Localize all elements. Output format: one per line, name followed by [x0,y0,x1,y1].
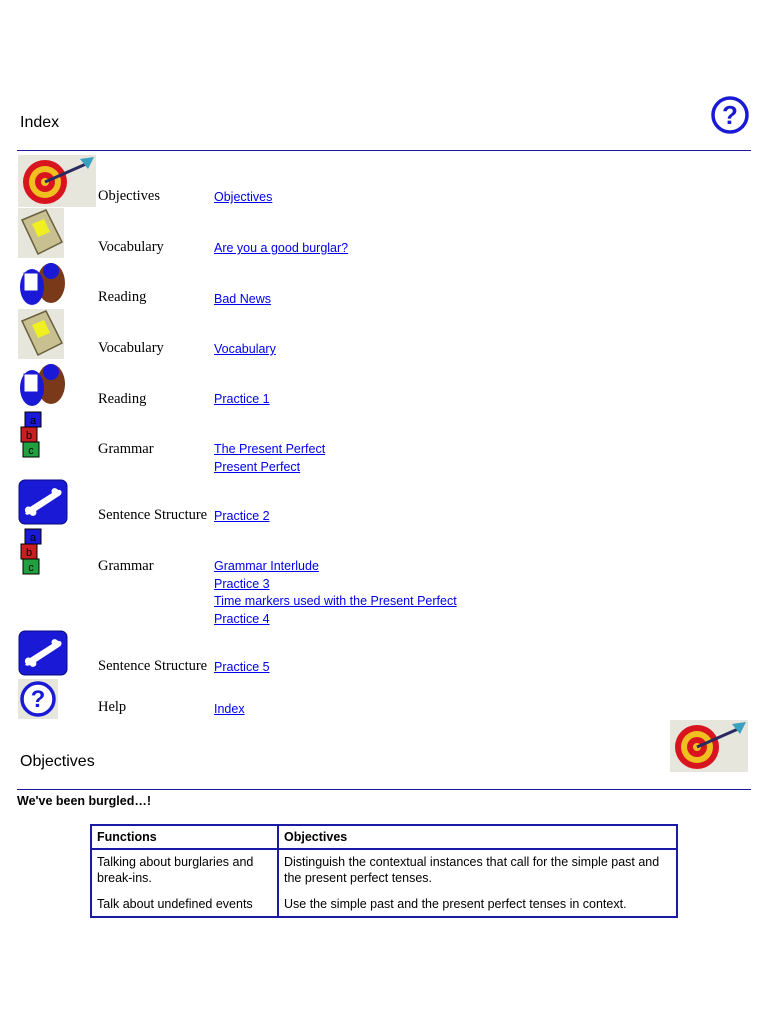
question-mark-icon [18,679,58,719]
reading-people-icon [18,360,66,408]
link-index[interactable]: Index [214,702,245,716]
link-practice-3[interactable]: Practice 3 [214,576,270,591]
svg-text:b: b [25,430,33,442]
index-heading: Index [20,114,60,131]
svg-text:a: a [29,415,37,427]
link-practice-2[interactable]: Practice 2 [214,509,270,523]
link-good-burglar[interactable]: Are you a good burglar? [214,241,349,255]
row-category: Grammar [98,441,154,457]
row-category: Objectives [98,188,161,204]
table-cell: Talk about undefined events [92,890,279,916]
link-practice-1[interactable]: Practice 1 [214,392,270,406]
row-links [214,341,276,359]
notebook-icon [18,208,64,258]
table-cell: Talking about burglaries and break-ins. [92,850,279,890]
svg-text:b: b [25,547,33,559]
row-category: Reading [98,391,147,407]
link-practice-4[interactable]: Practice 4 [214,611,270,626]
row-links [214,189,272,207]
table-row [92,890,676,916]
notebook-icon [18,309,64,359]
question-mark-icon[interactable] [710,95,750,140]
row-category: Help [98,699,127,715]
row-category: Sentence Structure [98,507,208,523]
row-category: Vocabulary [98,340,164,356]
table-header: Objectives [279,826,676,850]
bone-sign-icon [18,479,68,525]
row-category: Sentence Structure [98,658,208,674]
row-category: Vocabulary [98,239,164,255]
row-category: Reading [98,289,147,305]
objectives-subtitle: We've been burgled…! [17,794,152,808]
svg-text:c: c [28,445,34,457]
row-links [214,701,245,719]
row-links [214,441,325,476]
row-links [214,240,348,258]
link-vocabulary[interactable]: Vocabulary [214,342,276,356]
svg-text:a: a [29,532,37,544]
table-row [92,850,676,890]
objectives-table [90,824,678,918]
row-category: Grammar [98,558,154,574]
bone-sign-icon [18,630,68,676]
link-grammar-interlude[interactable]: Grammar Interlude [214,559,319,573]
row-links [214,291,271,309]
svg-text:?: ? [722,100,738,130]
link-practice-5[interactable]: Practice 5 [214,660,270,674]
svg-text:c: c [28,562,34,574]
row-links [214,391,270,409]
target-dart-icon [670,720,748,777]
abc-blocks-icon [18,411,44,459]
link-time-markers[interactable]: Time markers used with the Present Perfect [214,594,457,608]
table-header: Functions [92,826,279,850]
table-cell: Use the simple past and the present perfect tenses in context. [284,897,627,911]
link-objectives[interactable]: Objectives [214,190,273,204]
row-links [214,558,457,628]
link-present-perfect-lesson[interactable]: The Present Perfect [214,442,326,456]
svg-text:?: ? [30,686,46,713]
objectives-heading: Objectives [20,753,95,770]
link-present-perfect[interactable]: Present Perfect [214,459,301,474]
header-divider [17,150,751,151]
abc-blocks-icon [18,528,44,576]
reading-people-icon [18,259,66,307]
row-links [214,508,270,526]
objectives-divider [17,789,751,790]
table-cell: Distinguish the contextual instances that call for the simple past and the present perfect tenses. [284,855,660,885]
target-dart-icon [18,155,96,207]
row-links [214,659,270,677]
link-bad-news[interactable]: Bad News [214,292,271,306]
